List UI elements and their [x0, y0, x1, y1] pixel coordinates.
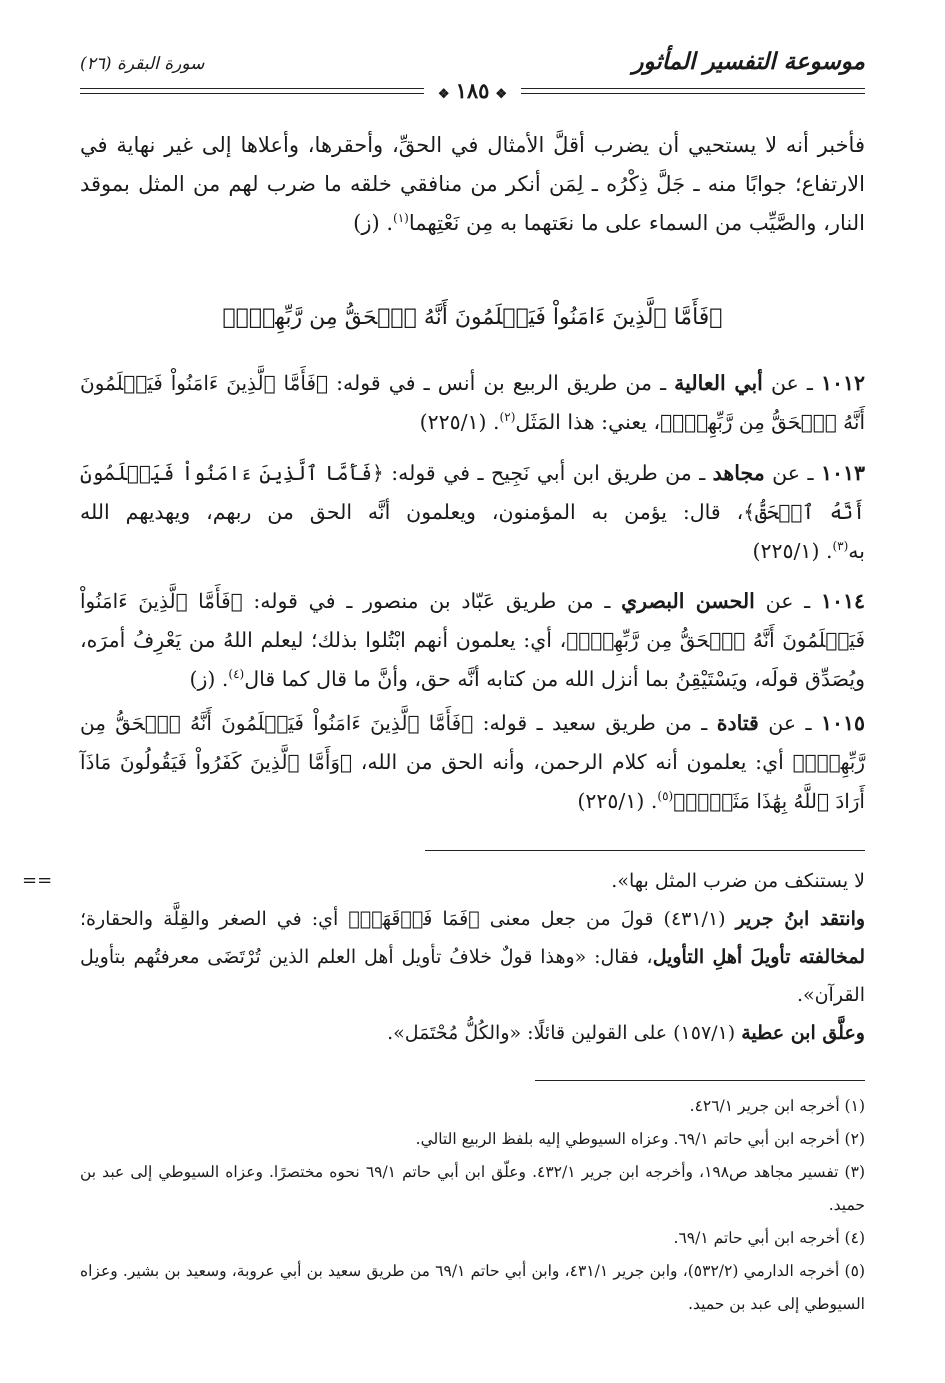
ornament-icon: ❖	[495, 87, 508, 102]
narrator-name: مجاهد	[712, 461, 765, 485]
quran-quote: ﴿فَمَا فَوۡقَهَاۚ﴾	[348, 908, 480, 930]
footnote-ref: (٥)	[657, 789, 674, 804]
ornament-icon: ❖	[437, 87, 450, 102]
notes-separator	[425, 850, 865, 851]
footnote-ref: (٣)	[832, 539, 849, 554]
page-number: ❖١٨٥❖	[424, 79, 521, 107]
source-ref: . (٢٢٥/١)	[577, 789, 658, 813]
entry-number: ١٠١٤	[820, 589, 865, 613]
commentary-notes	[22, 862, 866, 1052]
footnote-ref: (٤)	[228, 667, 245, 682]
footnote: (٣) تفسير مجاهد ص١٩٨، وأخرجه ابن جرير ٤٣٢/١. وعلّق ابن أبي حاتم ٦٩/١ نحوه مختصرًا. وعزاه السيوطي إلى عبد بن حميد.	[80, 1163, 865, 1214]
narration-entry: ١٠١٤ ـ عن الحسن البصري ـ من طريق عَبّاد بن منصور ـ في قوله: ﴿فَأَمَّا ٱلَّذِينَ ءَامَنُواْ فَيَعۡلَمُونَ أَنَّهُ ٱلۡحَقُّ مِن رَّبِّهِمۡۖ﴾، أي: يعلمون أنهم ابْتُلوا بذلك؛ ليعلم اللهُ من يَعْرِفُ أمرَه، ويُصَدِّق قولَه، ويَسْتَيْقِنُ بما أنزل الله من كتابه أنَّه حق، وأنَّ ما قال كما قال$^{(٤)}$. (ز)	[80, 589, 865, 691]
narration-entry: ١٠١٥ ـ عن قتادة ـ من طريق سعيد ـ قوله: ﴿فَأَمَّا ٱلَّذِينَ ءَامَنُواْ فَيَعۡلَمُونَ أَنَّهُ ٱلۡحَقُّ مِن رَّبِّهِمۡۖ﴾ أي: يعلمون أنه كلام الرحمن، وأنه الحق من الله، ﴿وَأَمَّا ٱلَّذِينَ كَفَرُواْ فَيَقُولُونَ مَاذَآ أَرَادَ ٱللَّهُ بِهَٰذَا مَثَلٗاۘ﴾$^{(٥)}$. (٢٢٥/١)	[80, 711, 866, 813]
book-title: موسوعة التفسير المأثور	[632, 48, 865, 75]
narrator-name: الحسن البصري	[621, 589, 755, 613]
note-paragraph: وانتقد ابنُ جرير (٤٣١/١) قولَ من جعل معنى ﴿فَمَا فَوۡقَهَاۚ﴾ أي: في الصغر والقِلَّة والحقارة؛ لمخالفته تأويلَ أهلِ التأويل، فقال: «وهذا قولٌ خلافُ تأويل أهل العلم الذين تُرْتَضَى معرفتُهم بتأويل القرآن».	[80, 908, 866, 1006]
continuation-marker: ==	[22, 870, 53, 891]
entry-number: ١٠١٣	[820, 461, 865, 485]
footnote: (٢) أخرجه ابن أبي حاتم ٦٩/١. وعزاه السيوطي إليه بلفظ الربيع التالي.	[415, 1130, 865, 1148]
footnote-separator	[535, 1080, 865, 1081]
footnotes	[80, 1090, 865, 1321]
surah-label: سورة البقرة (٢٦)	[80, 54, 205, 74]
footnote: (١) أخرجه ابن جرير ٤٢٦/١.	[689, 1097, 865, 1115]
narrator-name: أبي العالية	[674, 371, 763, 395]
verse-heading: ﴿فَأَمَّا ٱلَّذِينَ ءَامَنُواْ فَيَعۡلَمُونَ أَنَّهُ ٱلۡحَقُّ مِن رَّبِّهِمۡۖ﴾	[222, 305, 723, 330]
footnote: (٥) أخرجه الدارمي (٥٣٢/٢)، وابن جرير ٤٣١/١، وابن أبي حاتم ٦٩/١ من طريق سعيد بن أبي عروبة، وسعيد بن بشير. وعزاه السيوطي إلى عبد بن حميد.	[80, 1262, 865, 1313]
note-line: لا يستنكف من ضرب المثل بها».	[611, 870, 865, 892]
entry-number: ١٠١٢	[820, 371, 866, 395]
source-ref: . (٢٢٥/١)	[419, 410, 500, 434]
source-ref: . (٢٢٥/١)	[752, 539, 833, 563]
footnote-ref: (١)	[393, 211, 409, 225]
quran-quote: ﴿فَأَمَّا ٱلَّذِينَ ءَامَنُواْ فَيَعۡلَمُونَ أَنَّهُ ٱلۡحَقُّ مِن رَّبِّهِمۡۖ﴾	[80, 711, 866, 774]
quran-quote: ﴿فَأَمَّا ٱلَّذِينَ ءَامَنُواْ فَيَعۡلَمُونَ أَنَّهُ ٱلۡحَقُّ مِن رَّبِّهِمۡۖ﴾	[80, 371, 865, 434]
footnote-ref: (٢)	[499, 410, 516, 425]
footnote: (٤) أخرجه ابن أبي حاتم ٦٩/١.	[673, 1229, 865, 1247]
quran-quote: ﴿وَأَمَّا ٱلَّذِينَ كَفَرُواْ فَيَقُولُونَ مَاذَآ أَرَادَ ٱللَّهُ بِهَٰذَا مَثَلٗاۘ﴾	[80, 750, 865, 813]
narration-entry: ١٠١٢ ـ عن أبي العالية ـ من طريق الربيع بن أنس ـ في قوله: ﴿فَأَمَّا ٱلَّذِينَ ءَامَنُواْ فَيَعۡلَمُونَ أَنَّهُ ٱلۡحَقُّ مِن رَّبِّهِمۡۖ﴾، يعني: هذا المَثَل$^{(٢)}$. (٢٢٥/١)	[80, 371, 866, 434]
quran-quote: ﴿فَأَمَّا ٱلَّذِينَ ءَامَنُواْ فَيَعۡلَمُونَ أَنَّهُ ٱلۡحَقُّ مِن رَّبِّهِمۡۖ﴾	[80, 589, 865, 652]
narrator-name: قتادة	[716, 711, 759, 735]
entry-number: ١٠١٥	[820, 711, 865, 735]
intro-paragraph: فأخبر أنه لا يستحيي أن يضرب أقلَّ الأمثال في الحقِّ، وأحقرها، وأعلاها إلى غير نهاية في الارتفاع؛ جوابًا منه ـ جَلَّ ذِكْرُه ـ لِمَن أنكر من منافقي خلقه ما ضرب لهم من المثل بموقد النار، والصَّيِّب من السماء على ما نعَتهما به مِن نَعْتِهما$^{(١)}$. (ز)	[80, 133, 865, 235]
source-ref: . (ز)	[189, 667, 229, 691]
narration-entry: ١٠١٣ ـ عن مجاهد ـ من طريق ابن أبي نَجِيح ـ في قوله: ﴿فَأَمَّا ٱلَّذِينَ ءَامَنُواْ فَيَعۡلَمُونَ أَنَّهُ ٱلۡحَقُّ﴾، قال: يؤمن به المؤمنون، ويعلمون أنَّه الحق من ربهم، ويهديهم الله به$^{(٣)}$. (٢٢٥/١)	[80, 461, 865, 563]
note-paragraph: وعلَّق ابن عطية (١٥٧/١) على القولين قائلًا: «والكُلُّ مُحْتَمَل».	[387, 1022, 865, 1044]
quran-quote: ﴿فَأَمَّا ٱلَّذِينَ ءَامَنُواْ فَيَعۡلَمُونَ أَنَّهُ ٱلۡحَقُّ﴾	[80, 461, 865, 524]
